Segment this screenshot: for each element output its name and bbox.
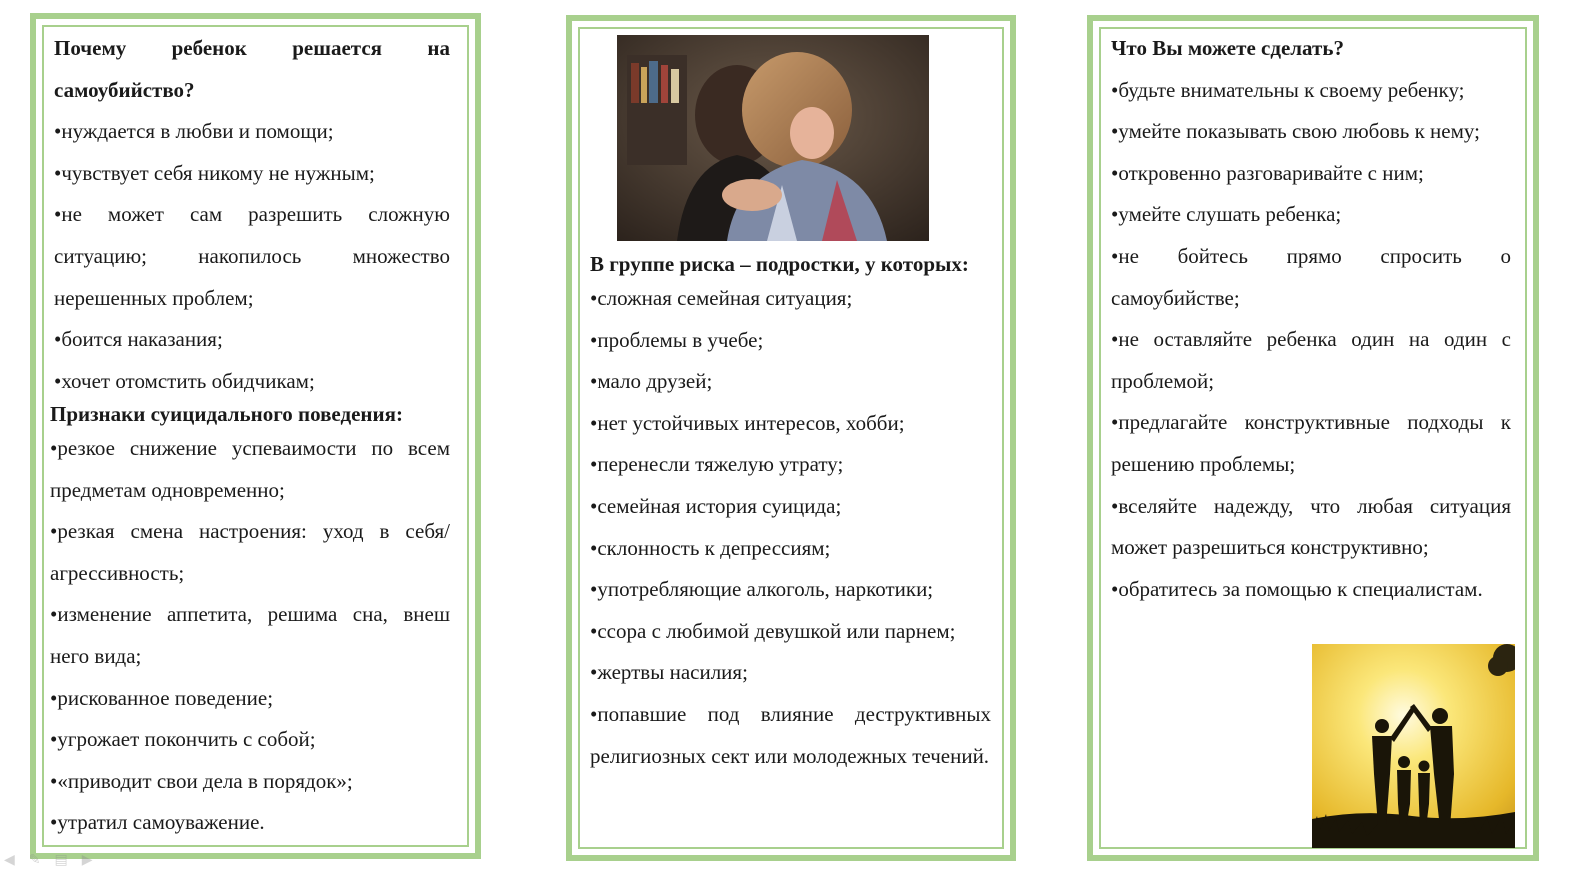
list-item: •мало друзей; — [590, 369, 713, 394]
slide-navigation[interactable] — [4, 852, 93, 868]
list-item: •будьте внимательны к своему ребенку; — [1111, 77, 1465, 102]
left-heading-signs: Признаки суицидального поведения: — [50, 402, 403, 426]
list-item: •откровенно разговаривайте с ним; — [1111, 160, 1424, 185]
left-panel-section1 — [54, 28, 450, 402]
list-item: •боится наказания; — [54, 327, 223, 352]
list-item: •ссора с любимой девушкой или парнем; — [590, 618, 956, 643]
list-item: •утратил самоуважение. — [50, 810, 265, 835]
menu-icon[interactable]: ▤ — [54, 852, 68, 868]
middle-heading-risk: В группе риска – подростки, у которых: — [590, 252, 969, 276]
list-item: •чувствует себя никому не нужным; — [54, 160, 375, 185]
list-item: •нуждается в любви и помощи; — [54, 119, 334, 144]
list-item: •склонность к депрессиям; — [590, 535, 831, 560]
list-item: •умейте показывать свою любовь к нему; — [1111, 119, 1480, 144]
list-item: •обратитесь за помощью к специалистам. — [1111, 576, 1483, 601]
right-panel-section — [1111, 28, 1511, 610]
list-item: •не оставляйте ребенка один на один с проблемой; — [1111, 327, 1511, 393]
left-panel-section2 — [50, 400, 450, 844]
list-item: •«приводит свои дела в порядок»; — [50, 768, 353, 793]
family-silhouette-photo — [1312, 644, 1515, 848]
list-item: •не бойтесь прямо спросить о самоубийстве; — [1111, 243, 1511, 310]
list-item: •перенесли тяжелую утрату; — [590, 452, 844, 477]
list-item: •рискованное поведение; — [50, 685, 274, 710]
hugging-photo — [617, 35, 929, 241]
list-item: •предлагайте конструктивные подходы к решению проблемы; — [1111, 410, 1511, 476]
list-item: •жертвы насилия; — [590, 660, 748, 685]
pen-icon[interactable]: ✎ — [28, 852, 41, 868]
middle-panel-section — [590, 250, 991, 777]
list-item: •нет устойчивых интересов, хобби; — [590, 410, 905, 435]
list-item: •семейная история суицида; — [590, 493, 842, 518]
left-heading-why: Почему ребенок решается на самоубийство? — [54, 36, 450, 102]
list-item: •умейте слушать ребенка; — [1111, 202, 1342, 227]
next-arrow-icon[interactable]: ▶ — [81, 852, 93, 868]
list-item: •угрожает покончить с собой; — [50, 727, 316, 752]
list-item: •проблемы в учебе; — [590, 327, 764, 352]
prev-arrow-icon[interactable]: ◀ — [4, 852, 15, 868]
list-item: •резкая смена настроения: уход в себя/агрессивность; — [50, 519, 450, 585]
list-item: •изменение аппетита, решима сна, внеш него вида; — [50, 602, 450, 668]
list-item: •резкое снижение успеваимости по всем предметам одновременно; — [50, 436, 450, 502]
list-item: •употребляющие алкоголь, наркотики; — [590, 577, 934, 602]
list-item: •вселяйте надежду, что любая ситуация может разрешиться конструктивно; — [1111, 493, 1511, 560]
list-item: •не может сам разрешить сложную ситуацию; накопилось множество нерешенных проблем; — [54, 202, 450, 310]
list-item: •сложная семейная ситуация; — [590, 286, 853, 310]
list-item: •попавшие под влияние деструктивных религиозных сект или молодежных течений. — [590, 701, 991, 768]
list-item: •хочет отомстить обидчикам; — [54, 368, 315, 393]
right-heading-what-to-do: Что Вы можете сделать? — [1111, 36, 1344, 60]
